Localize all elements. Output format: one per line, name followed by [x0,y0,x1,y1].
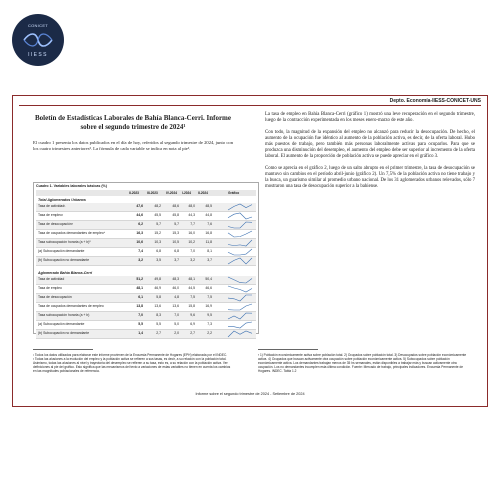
table-cell: 7,5 [207,295,212,299]
footnote: ³ 1) Población económicamente activa sobre población total. 2) Ocupados sobre población total. 3) Desocupados sobre población económicamente activa. 4) Ocupados que buscan activamente otra ocupación sobre población económicamente activa. 5) Subocupados sobre población económicamente activa. Los demandantes trabajan menos de 35 hs semanales, están disponibles a trabajar más y buscan activamente otra ocupación. Los no demandantes incumplen esta última condición. Fuente: Mercado de trabajo, principales indicadores. Encuesta Permanente de Hogares. INDEC. Tabla 1.2 [258,353,467,373]
paragraph: Como se aprecia en el gráfico 2, luego de un salto abrupto en el primer trimestre, la tasa de desocupación se mantuvo sin cambios en el período abril-junio (gráfico 2). Un 7,5% de la población activa no tiene trabajo y la busca, un guarismo similar al promedio urbano nacional. De los 31 aglomerados urbanos relevados, sólo 7 mostraron una tasa de desocupación superior a la bahiense. [265,166,475,189]
sparkline-line [228,258,252,264]
table-cell: 15,3 [172,231,179,235]
table-cell: 13,6 [154,304,161,308]
table-cell: 7,0 [138,313,143,317]
table-cell: 5,5 [156,322,161,326]
row-label: Tasa de empleo² [38,213,64,217]
sparkline [226,212,254,220]
table-cell: 44,5 [188,286,195,290]
footnote-divider [33,349,93,350]
table-cell: 7,0 [190,249,195,253]
row-label: Tasa de desocupación³ [38,222,73,226]
table-cell: 46,6 [205,286,212,290]
row-label: Tasa de ocupados demandantes de empleo⁴ [38,231,106,235]
sparkline-line [228,331,252,337]
table-cell: 8,3 [156,313,161,317]
bulletin-page [12,95,488,407]
table-cell: 16,0 [188,231,195,235]
table-cell: 13,8 [136,304,143,308]
table-row [36,230,256,239]
conicet-logo [12,14,64,66]
col-header: II-2024 [198,191,208,195]
sparkline-line [228,313,252,319]
section-heading: Total Aglomerados Urbanos [38,198,86,202]
sparkline [226,203,254,211]
sparkline-line [228,295,252,301]
table-cell: 48,6 [172,204,179,208]
sparkline [226,303,254,311]
table-cell: 9,5 [207,313,212,317]
table-cell: 11,8 [205,240,212,244]
table-cell: 7,6 [207,222,212,226]
row-label: Tasa subocupación horaria (a + b)⁵ [38,240,91,244]
row-label: Tasa subocupación horaria (a + b) [38,313,90,317]
logo-bottom-text: IIESS [28,52,48,58]
table-cell: 9,6 [190,313,195,317]
table-cell: 2,0 [174,331,179,335]
table-cell: 3,5 [156,258,161,262]
table-cell: 44,3 [188,213,195,217]
row-label: Tasa de ocupados demandantes de empleo [38,304,104,308]
sparkline [226,294,254,302]
logo-top-text: CONICET [27,23,49,28]
table-cell: 47,6 [136,204,143,208]
footnote: ¹ Todos los datos utilizados para elaborar este informe provienen de la Encuesta Permanente de Hogares (EPH) elaborada por el INDEC. [33,353,228,357]
col-header: IV-2024 [166,191,177,195]
sparkline-line [228,240,252,246]
col-header: I-2024 [182,191,192,195]
table-cell: 6,1 [138,295,143,299]
footnote-divider [258,349,318,350]
table-cell: 48,1 [136,286,143,290]
col-header: II-2023 [129,191,139,195]
sparkline [226,248,254,256]
table-cell: 49,8 [154,277,161,281]
table-cell: 3,2 [190,258,195,262]
intro-paragraph: El cuadro 1 presenta los datos publicados en el día de hoy, referidos al segundo trimestre de 2024, junto con los cuatro trimestres anteriores². La fórmula de cada variable se indica en nota al pie³. [33,140,233,151]
table-cell: 8,1 [207,249,212,253]
page-footer: Informe sobre el segundo trimestre de 2024 - Setiembre de 2024 [195,392,305,396]
sparkline [226,221,254,229]
sparkline-line [228,277,252,283]
table-cell: 3,7 [207,258,212,262]
table-cell: 10,6 [136,240,143,244]
table-cell: 45,5 [154,213,161,217]
table-cell: 2,7 [156,331,161,335]
col-header: III-2023 [147,191,158,195]
table-cell: 7,3 [207,322,212,326]
row-label: (a) Subocupación demandante [38,249,85,253]
section-heading: Aglomerado Bahía Blanca-Cerri [38,271,93,275]
table-cell: 50,4 [205,277,212,281]
row-label: (b) Subocupación no demandante [38,331,90,335]
sparkline [226,276,254,284]
table-cell: 7,4 [138,249,143,253]
table-cell: 48,1 [188,277,195,281]
table-row [36,312,256,321]
sparkline-line [228,222,252,228]
table-row [36,303,256,312]
table-cell: 48,3 [172,277,179,281]
sparkline-line [228,322,252,328]
table-cell: 7,0 [174,313,179,317]
table-cell: 45,8 [172,213,179,217]
table-cell: 15,2 [154,231,161,235]
sparkline-line [228,286,252,292]
table-cell: 16,3 [136,231,143,235]
sparkline [226,285,254,293]
sparkline-line [228,204,252,210]
sparkline-line [228,249,252,255]
table-cell: 3,2 [138,258,143,262]
row-label: (a) Subocupación demandante [38,322,85,326]
table-cell: 44,8 [205,213,212,217]
sparkline-line [228,304,252,310]
table-cell: 48,2 [154,204,161,208]
sparkline-line [228,213,252,219]
col-header: Gráfico [228,191,240,195]
department-header: Depto. Economía-IIESS-CONICET-UNS [389,98,481,104]
table-cell: 5,5 [138,322,143,326]
bulletin-title: Boletín de Estadísticas Laborales de Bahía Blanca-Cerri. Informe sobre el segundo trimestre de 2024¹ [35,114,231,131]
table-cell: 15,8 [188,304,195,308]
table-cell: 5,0 [174,322,179,326]
row-label: (b) Subocupación no demandante [38,258,90,262]
table-cell: 6,8 [174,249,179,253]
sparkline-line [228,231,252,237]
sparkline [226,257,254,265]
footnotes-left [33,353,233,373]
table-cell: 10,3 [154,240,161,244]
analysis-text [265,112,475,196]
table-cell: 51,2 [136,277,143,281]
table-cell: 46,0 [172,286,179,290]
table-cell: 3,7 [174,258,179,262]
row-label: Tasa de actividad¹ [38,204,66,208]
table-header [36,190,256,196]
table-cell: 10,5 [172,240,179,244]
paragraph: La tasa de empleo en Bahía Blanca-Cerri (gráfico 1) mostró una leve recuperación en el segundo trimestre, luego de la contracción experimentada en los meses enero-marzo de este año. [265,112,475,123]
footnote: ² Todas las alusiones a la evolución del empleo y la población activa se refieren a sus tasas, es decir, a su relación con la población total. Asimismo, todas las alusiones al nivel y trayectoria del desempleo se refieren a su tasa, esto es, a su relación con la población activa. Ver definiciones al pie del gráfico. Esto significa que las mecanismos del texto a variaciones de estas variables no tienen en cuenta los cambios en las magnitudes poblacionales de referencia. [33,357,231,373]
table-cell: 4,8 [174,295,179,299]
table-row [36,212,256,221]
table-cell: 6,9 [190,322,195,326]
sparkline [226,330,254,338]
table-cell: 44,6 [136,213,143,217]
logo-swirl-icon [22,31,54,49]
table-row [36,221,256,230]
sparkline [226,239,254,247]
table-cell: 2,2 [207,331,212,335]
table-row [36,248,256,257]
table-cell: 6,8 [156,249,161,253]
table-row [36,285,256,294]
table-cell: 48,0 [188,204,195,208]
table-row [36,330,256,339]
table-cell: 16,9 [205,304,212,308]
table-row [36,203,256,212]
table-cell: 16,8 [205,231,212,235]
table-cell: 7,7 [190,222,195,226]
table-cell: 6,2 [138,222,143,226]
sparkline [226,321,254,329]
table-row [36,294,256,303]
table-cell: 2,7 [190,331,195,335]
table-cell: 10,2 [188,240,195,244]
table-row [36,257,256,266]
table-cell: 5,7 [156,222,161,226]
table-cell: 13,6 [172,304,179,308]
table-cell: 48,5 [205,204,212,208]
labor-variables-table [33,182,259,334]
header-divider [19,105,481,106]
table-title: Cuadro 1. Variables laborales básicas (%) [36,184,107,188]
table-cell: 7,5 [190,295,195,299]
table-row [36,239,256,248]
footnotes-right [258,353,468,373]
paragraph: Con todo, la magnitud de la expansión del empleo no alcanzó para reducir la desocupación. De hecho, el aumento de la ocupación fue idéntico al aumento de la población activa, es decir, de la oferta laboral. Hubo más puestos de trabajo, pero también más personas laboralmente activas para ocuparlos. Para que se produzca una disminución del desempleo, el aumento del empleo debe ser superior al incremento de la oferta laboral. El aumento de la proporción de población activa se puede apreciar en el gráfico 3. [265,130,475,159]
row-label: Tasa de desocupación [38,295,72,299]
table-cell: 5,7 [174,222,179,226]
table-cell: 46,9 [154,286,161,290]
table-row [36,321,256,330]
sparkline [226,312,254,320]
table-cell: 5,8 [156,295,161,299]
sparkline [226,230,254,238]
row-label: Tasa de empleo [38,286,62,290]
table-row [36,276,256,285]
row-label: Tasa de actividad [38,277,65,281]
table-cell: 1,4 [138,331,143,335]
